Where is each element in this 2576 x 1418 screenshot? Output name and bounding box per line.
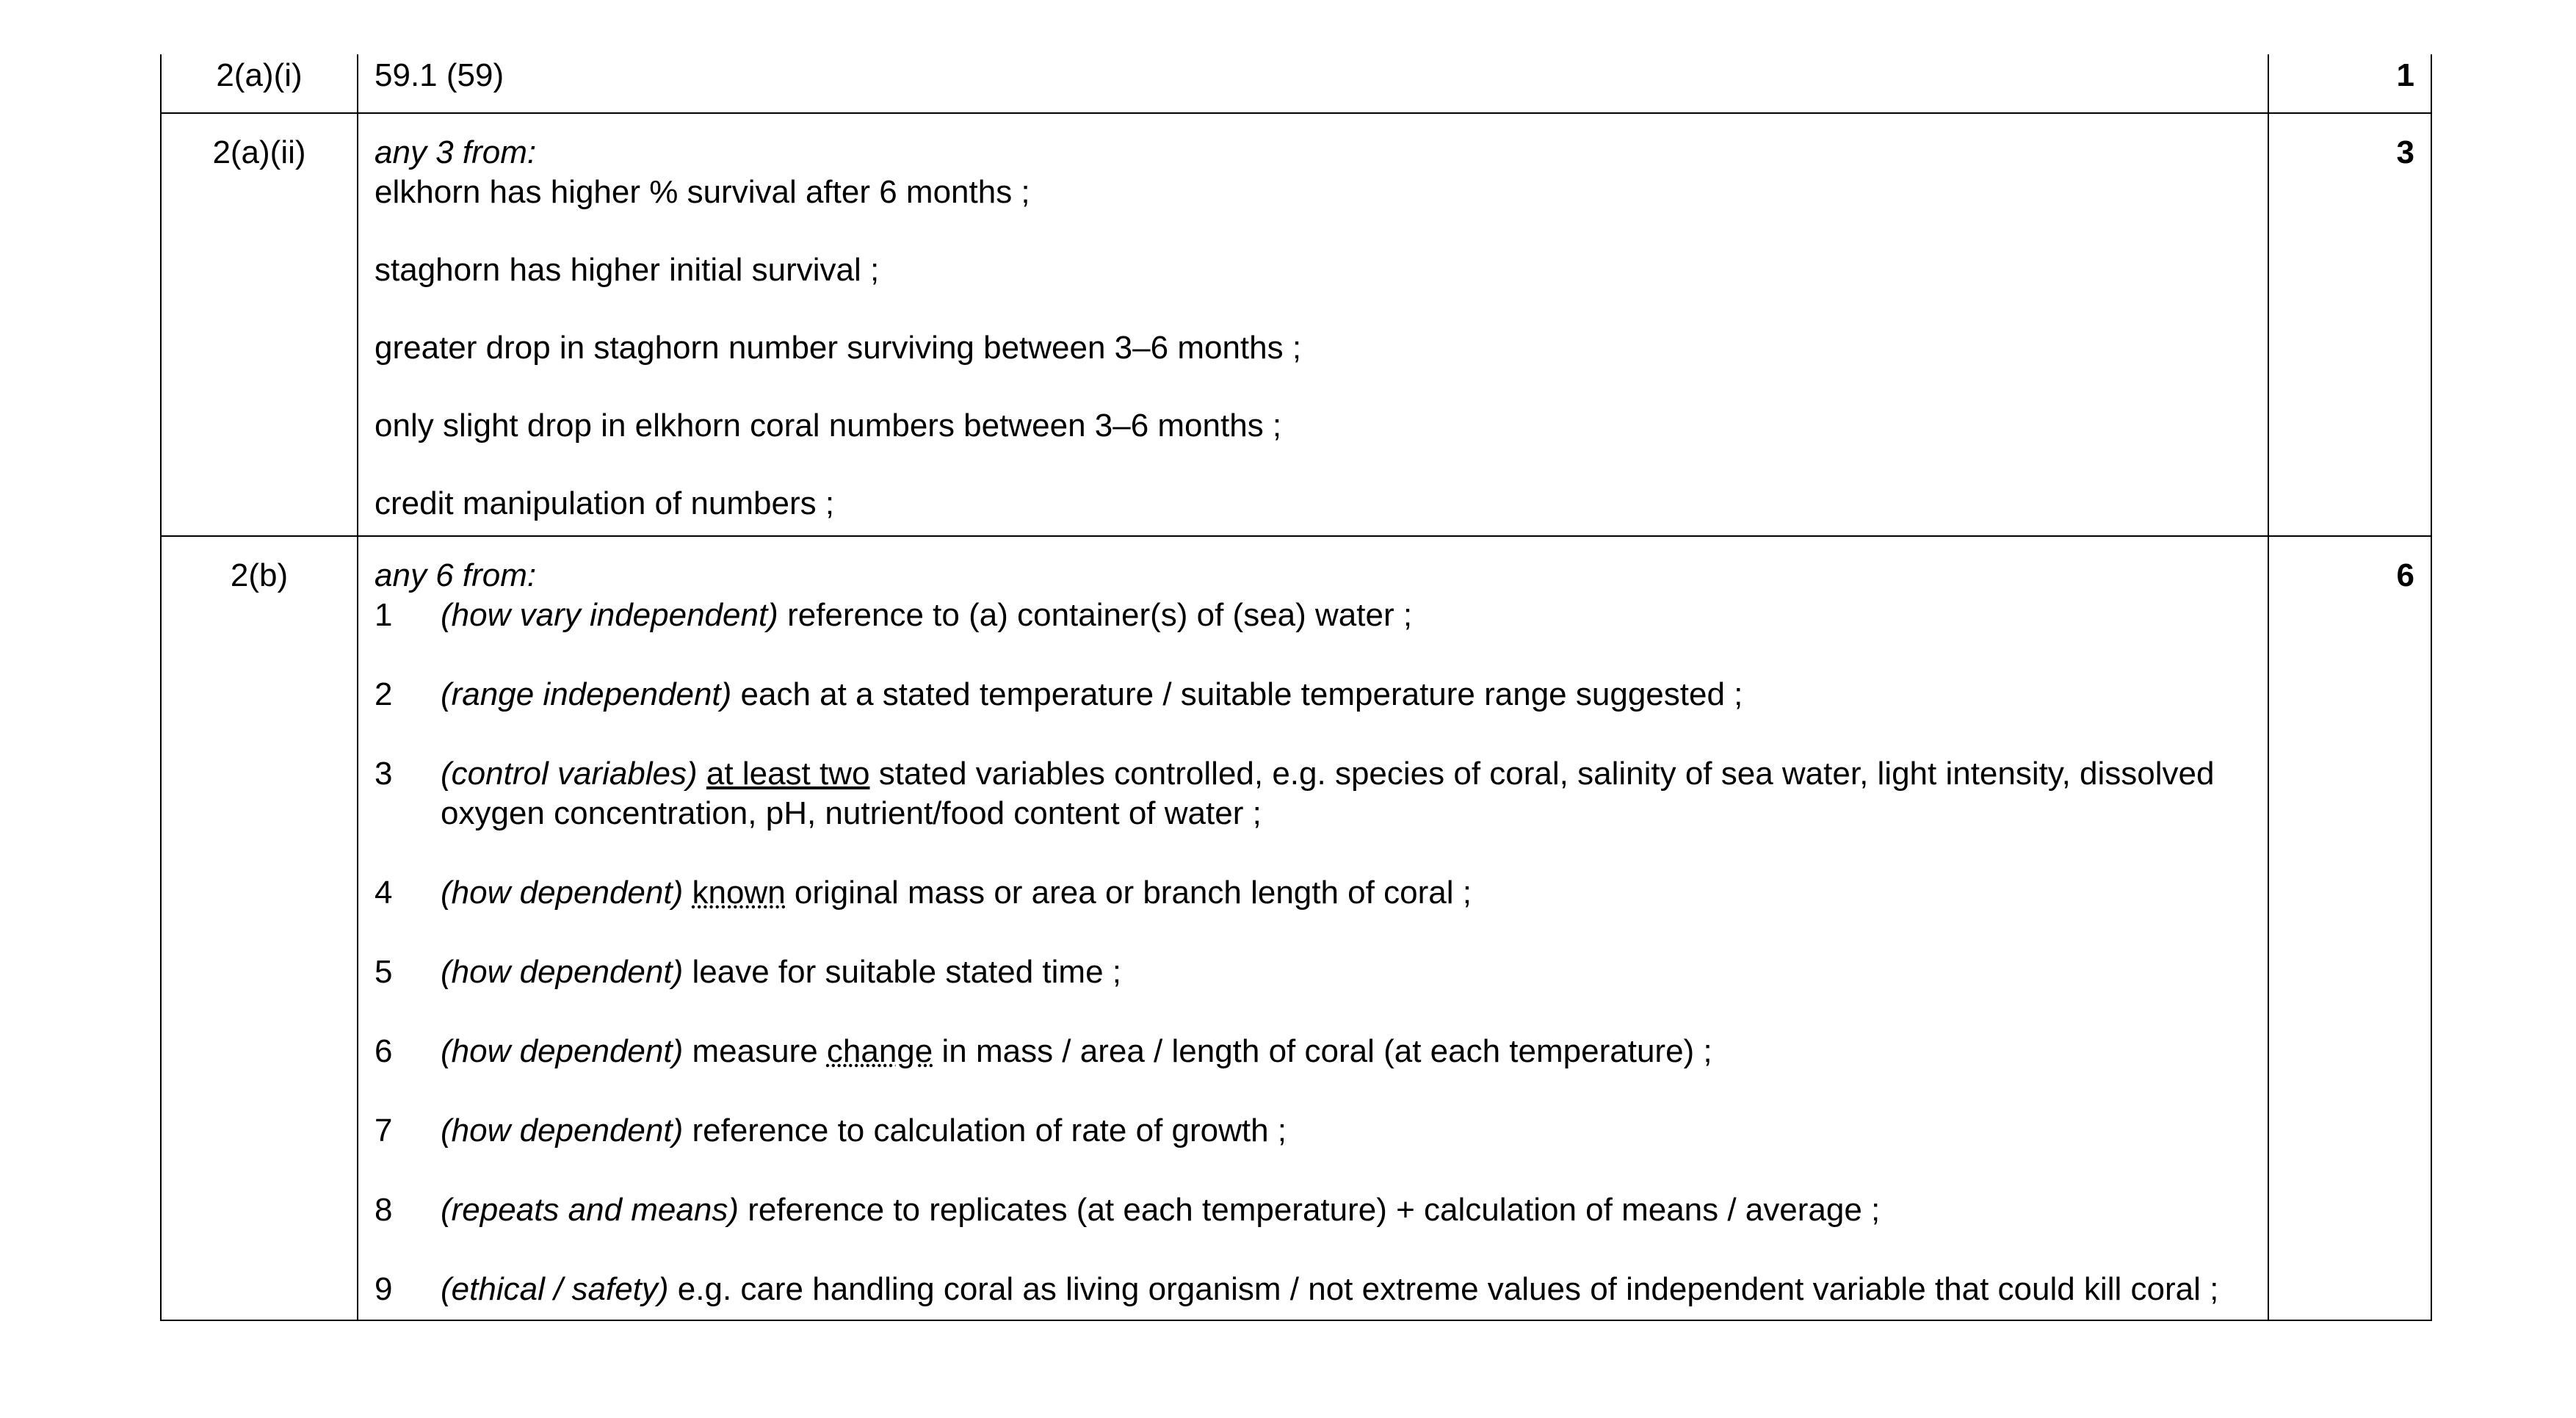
point-emphasis: change [826, 1033, 933, 1069]
point-number: 5 [375, 954, 393, 990]
marking-point [375, 754, 2253, 833]
point-category: (how dependent) [441, 875, 684, 911]
table-row [161, 54, 2431, 113]
marking-point: credit manipulation of numbers ; [375, 485, 835, 521]
point-body: reference to replicates (at each temperature) + calculation of means / average ; [739, 1192, 1881, 1228]
marking-point: staghorn has higher initial survival ; [375, 252, 880, 288]
point-body: each at a stated temperature / suitable temperature range suggested ; [731, 676, 1743, 712]
point-number: 6 [375, 1033, 393, 1069]
point-number: 4 [375, 875, 393, 911]
point-text [441, 754, 2253, 833]
point-emphasis: known [692, 875, 786, 911]
point-number: 9 [375, 1271, 393, 1307]
point-body: original mass or area or branch length of coral ; [785, 875, 1472, 911]
point-text [441, 1111, 2253, 1151]
point-body: stated variables controlled, e.g. species of coral, salinity of sea water, light intensity, dissolved oxygen concentration, pH, nutrient/food content of water ; [441, 756, 2215, 831]
point-body: reference to calculation of rate of growth ; [683, 1113, 1287, 1148]
point-number: 7 [375, 1113, 393, 1148]
mark-scheme-table [160, 54, 2432, 1321]
point-number: 1 [375, 597, 393, 633]
table-row [161, 536, 2431, 1320]
point-category: (how dependent) [441, 1033, 684, 1069]
point-text [441, 675, 2253, 715]
question-number: 2(a)(ii) [161, 113, 358, 536]
marking-point [375, 873, 2253, 913]
point-category: (ethical / safety) [441, 1271, 669, 1307]
marks-cell: 1 [2268, 54, 2431, 113]
question-number: 2(a)(i) [161, 54, 358, 113]
marks-cell: 3 [2268, 113, 2431, 536]
point-category: (how dependent) [441, 1113, 684, 1148]
marking-point [375, 675, 2253, 715]
marking-point [375, 952, 2253, 992]
point-number: 2 [375, 676, 393, 712]
point-body: e.g. care handling coral as living organism / not extreme values of independent variable that could kill coral ; [668, 1271, 2219, 1307]
point-category: (repeats and means) [441, 1192, 739, 1228]
point-text [441, 1190, 2253, 1230]
answer-cell [358, 113, 2268, 536]
marking-point [375, 1270, 2253, 1309]
point-body-pre [683, 875, 692, 911]
point-category: (range independent) [441, 676, 732, 712]
answer-intro: any 3 from: [375, 134, 537, 170]
answer-intro: any 6 from: [375, 557, 537, 593]
point-text [441, 1032, 2253, 1071]
point-body: reference to (a) container(s) of (sea) water ; [778, 597, 1413, 633]
point-category: (how dependent) [441, 954, 684, 990]
marking-point: elkhorn has higher % survival after 6 months ; [375, 174, 1030, 210]
marking-point [375, 596, 2253, 635]
table-row [161, 113, 2431, 536]
point-body: in mass / area / length of coral (at each temperature) ; [933, 1033, 1712, 1069]
point-category: (control variables) [441, 756, 698, 792]
point-number: 8 [375, 1192, 393, 1228]
answer-cell [358, 536, 2268, 1320]
point-body-pre: measure [683, 1033, 827, 1069]
point-number: 3 [375, 756, 393, 792]
point-emphasis: at least two [706, 756, 870, 792]
marking-point: greater drop in staghorn number surviving between 3–6 months ; [375, 330, 1302, 366]
question-number: 2(b) [161, 536, 358, 1320]
marking-point [375, 1032, 2253, 1071]
marking-point [375, 1190, 2253, 1230]
point-body: leave for suitable stated time ; [683, 954, 1121, 990]
point-category: (how vary independent) [441, 597, 778, 633]
marking-point [375, 1111, 2253, 1151]
point-text [441, 952, 2253, 992]
point-body-pre [698, 756, 706, 792]
marks-cell: 6 [2268, 536, 2431, 1320]
answer-cell: 59.1 (59) [358, 54, 2268, 113]
point-text [441, 873, 2253, 913]
point-text [441, 596, 2253, 635]
point-text [441, 1270, 2253, 1309]
marking-point: only slight drop in elkhorn coral numbers between 3–6 months ; [375, 408, 1282, 444]
